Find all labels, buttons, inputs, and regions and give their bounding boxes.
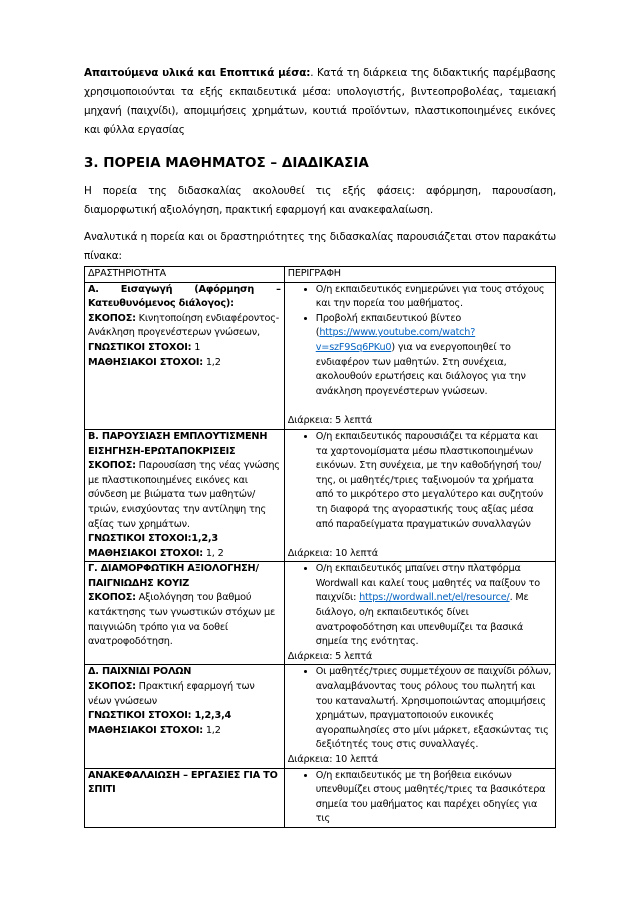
objective-text: Αξιολόγηση του βαθμού κατάκτησης των γνωστικών στόχων με παιγνιώδη τρόπο για να δοθεί ανατροφοδότηση. [88, 592, 275, 648]
cognitive-goals-label: ΓΝΩΣΤΙΚΟΙ ΣΤΟΧΟΙ: [88, 533, 192, 545]
table-row [85, 562, 556, 665]
title-part: (Αφόρμηση [194, 283, 255, 295]
intro-paragraph-2: Αναλυτικά η πορεία και οι δραστηριότητες της διδασκαλίας παρουσιάζεται στον παρακάτω πίνακα: [84, 231, 556, 262]
wordwall-link[interactable]: https://wordwall.net/el/resource/ [359, 592, 510, 604]
table-row [85, 768, 556, 827]
list-item [316, 312, 552, 400]
objective-label: ΣΚΟΠΟΣ: [88, 681, 136, 693]
cognitive-goals-value: 1,2,3,4 [191, 710, 232, 722]
description-cell [284, 429, 555, 561]
description-cell [284, 768, 555, 827]
learning-goals-value: 1,2 [202, 724, 221, 736]
learning-goals-value: 1, 2 [202, 547, 224, 559]
description-cell [284, 562, 555, 665]
objective-label: ΣΚΟΠΟΣ: [88, 592, 136, 604]
objective-label: ΣΚΟΠΟΣ: [88, 460, 136, 472]
objective-text: Πρακτική εφαρμογή των νέων γνώσεων [88, 681, 255, 707]
title-part: Α. [88, 283, 99, 295]
duration: Διάρκεια: 5 λεπτά [287, 650, 373, 662]
list-item: • Ο/η εκπαιδευτικός ενημερώνει για τους στόχους και την πορεία του μαθήματος. [316, 283, 552, 312]
materials-label: Απαιτούμενα υλικά και Εποπτικά μέσα: [84, 67, 311, 79]
list-item: • Ο/η εκπαιδευτικός παρουσιάζει τα κέρματα και τα χαρτονομίσματα μέσω πλαστικοποιημένων εικόνων. Στη συνέχεια, με την καθοδήγησή του/της, οι μαθητές/τριες ταξινομούν τα χρήματα από το μικρότερο στο μεγαλύτερο και συζητούν τη διαφορά της αγοραστικής τους αξίας μέσα από παραδείγματα πραγματικών συναλλαγών [316, 430, 552, 532]
cognitive-goals-value: 1 [191, 341, 201, 353]
cognitive-goals [88, 341, 281, 356]
activity-title [88, 283, 281, 298]
description-list [288, 430, 552, 532]
cognitive-goals [88, 709, 281, 724]
text: . Με διάλογο, ο/η εκπαιδευτικός δίνει ανατροφοδότηση και υπενθυμίζει τα βασικά σημεία της ενότητας. [315, 592, 529, 648]
objective [88, 312, 281, 341]
list-item [316, 562, 552, 650]
description-list [288, 769, 552, 827]
activity-title: Β. ΠΑΡΟΥΣΙΑΣΗ ΕΜΠΛΟΥΤΙΣΜΕΝΗ ΕΙΣΗΓΗΣΗ-ΕΡΩΤΑΠΟΚΡΙΣΕΙΣ [88, 430, 268, 457]
learning-goals [88, 547, 281, 562]
cognitive-goals-label: ΓΝΩΣΤΙΚΟΙ ΣΤΟΧΟΙ: [88, 710, 192, 722]
duration: Διάρκεια: 10 λεπτά [287, 547, 378, 559]
table-row [85, 429, 556, 561]
activity-cell [85, 282, 285, 429]
title-part: – [276, 283, 281, 295]
text: ) για να ενεργοποιηθεί το ενδιαφέρον των μαθητών. Στη συνέχεια, ακολουθούν ερωτήσεις και διάλογος για την ανάκληση προγενέστερων γνώσεων. [315, 341, 526, 397]
description-list [288, 562, 552, 650]
learning-goals-label: ΜΑΘΗΣΙΑΚΟΙ ΣΤΟΧΟΙ: [88, 724, 203, 736]
description-list [288, 665, 552, 753]
description-cell [284, 665, 555, 768]
activity-cell [85, 665, 285, 768]
duration: Διάρκεια: 5 λεπτά [287, 415, 373, 427]
description-cell [284, 282, 555, 429]
objective [88, 591, 281, 649]
learning-goals-label: ΜΑΘΗΣΙΑΚΟΙ ΣΤΟΧΟΙ: [88, 356, 203, 368]
objective-text: Κινητοποίηση ενδιαφέροντος- Ανάκληση προγενέστερων γνώσεων, [88, 312, 280, 339]
activity-cell [85, 429, 285, 561]
lesson-table [84, 266, 556, 828]
objective-label: ΣΚΟΠΟΣ: [88, 312, 136, 324]
text: Ο/η εκπαιδευτικός μπαίνει στην πλατφόρμα Wordwall και καλεί τους μαθητές να παίξουν το παιχνίδι: [315, 563, 540, 604]
objective [88, 459, 281, 532]
learning-goals-label: ΜΑΘΗΣΙΑΚΟΙ ΣΤΟΧΟΙ: [88, 547, 203, 559]
title-part: Εισαγωγή [120, 283, 173, 295]
duration: Διάρκεια: 10 λεπτά [287, 754, 378, 765]
cognitive-goals [88, 532, 281, 547]
activity-cell [85, 768, 285, 827]
objective-text: Παρουσίαση της νέας γνώσης με πλαστικοποιημένες εικόνες και σύνδεση με βιώματα των μαθητών/τριών, ενισχύοντας την αντίληψη της αξίας των χρημάτων. [88, 460, 280, 530]
list-item: • Οι μαθητές/τριες συμμετέχουν σε παιχνίδι ρόλων, αναλαμβάνοντας τους ρόλους του πωλητή και του καταναλωτή. Χρησιμοποιώντας απομιμήσεις χρημάτων, πραγματοποιούν εικονικές αγοραπωλησίες στο μίνι μάρκετ, εξασκώντας τις δεξιότητές τους στις συναλλαγές. [316, 665, 552, 753]
materials-paragraph [84, 64, 556, 140]
activity-title: Δ. ΠΑΙΧΝΙΔΙ ΡΟΛΩΝ [88, 666, 192, 678]
activity-title: ΑΝΑΚΕΦΑΛΑΙΩΣΗ – ΕΡΓΑΣΙΕΣ ΓΙΑ ΤΟ ΣΠΙΤΙ [88, 769, 278, 796]
table-header-row [85, 267, 556, 283]
activity-title-line2: Κατευθυνόμενος διάλογος): [88, 298, 234, 310]
learning-goals [88, 724, 281, 739]
text: Προβολή εκπαιδευτικού βίντεο ( [315, 312, 462, 339]
objective [88, 680, 281, 709]
learning-goals-value: 1,2 [202, 356, 221, 368]
description-list [288, 283, 552, 400]
learning-goals [88, 356, 281, 371]
table-row [85, 665, 556, 768]
video-link[interactable]: https://www.youtube.com/watch?v=szF9Sq6PKu0 [315, 327, 476, 353]
table-row [85, 282, 556, 429]
cognitive-goals-value: 1,2,3 [191, 533, 218, 545]
document-page [84, 64, 556, 828]
header-description: ΠΕΡΙΓΡΑΦΗ [284, 267, 555, 283]
section-title: 3. ΠΟΡΕΙΑ ΜΑΘΗΜΑΤΟΣ – ΔΙΑΔΙΚΑΣΙΑ [84, 155, 369, 171]
activity-cell [85, 562, 285, 665]
activity-title: Γ. ΔΙΑΜΟΡΦΩΤΙΚΗ ΑΞΙΟΛΟΓΗΣΗ/ ΠΑΙΓΝΙΩΔΗΣ ΚΟΥΙΖ [88, 563, 259, 589]
cognitive-goals-label: ΓΝΩΣΤΙΚΟΙ ΣΤΟΧΟΙ: [88, 341, 192, 353]
list-item: • Ο/η εκπαιδευτικός με τη βοήθεια εικόνων υπενθυμίζει στους μαθητές/τριες τα βασικότερα σημεία του μαθήματος και παρέχει οδηγίες για τις [316, 769, 552, 827]
intro-paragraph-1: Η πορεία της διδασκαλίας ακολουθεί τις εξής φάσεις: αφόρμηση, παρουσίαση, διαμορφωτική αξιολόγηση, πρακτική εφαρμογή και ανακεφαλαίωση. [84, 185, 556, 216]
materials-text: . Κατά τη διάρκεια της διδακτικής παρέμβασης χρησιμοποιούνται τα εξής εκπαιδευτικά μέσα: υπολογιστής, βιντεοπροβολέας, ταμειακή μηχανή (παιχνίδι), απομιμήσεις χρημάτων, κουτιά προϊόντων, πλαστικοποιημένες εικόνες και φύλλα εργασίας [84, 67, 557, 136]
header-activity: ΔΡΑΣΤΗΡΙΟΤΗΤΑ [85, 267, 285, 283]
